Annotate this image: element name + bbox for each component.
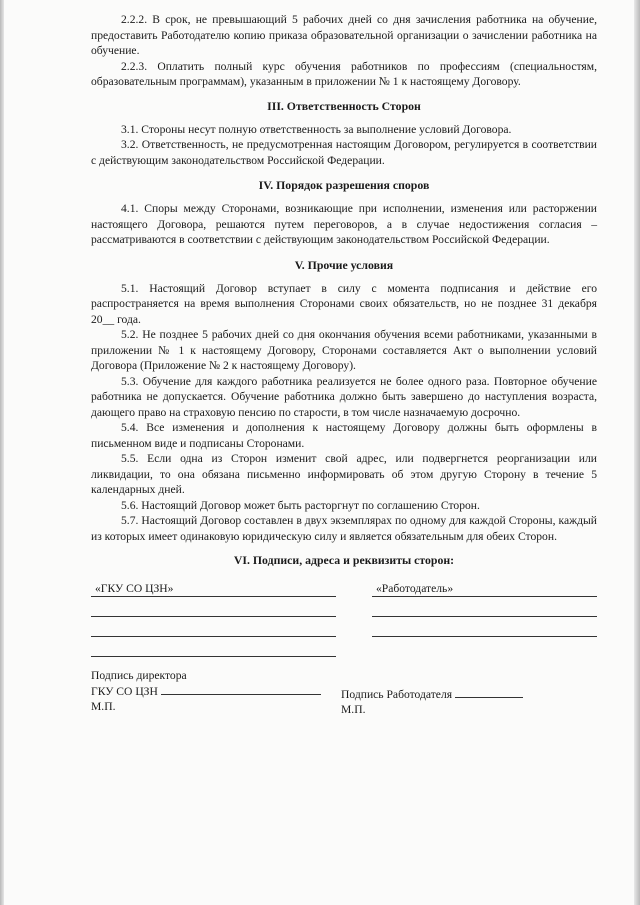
scan-edge-left bbox=[0, 0, 4, 905]
clause-5-7: 5.7. Настоящий Договор составлен в двух экземплярах по одному для каждой Стороны, каждый из которых имеет одинаковую юридическую силу и является обязательным для обеих Сторон. bbox=[91, 514, 597, 543]
clause-5-5: 5.5. Если одна из Сторон изменит свой адрес, или подвергнется реорганизации или ликвидации, то она обязана письменно информировать об этом другую Сторону в течение 5 календарных дней. bbox=[91, 452, 597, 496]
director-signature bbox=[91, 668, 336, 714]
clause-3-2: 3.2. Ответственность, не предусмотренная настоящим Договором, регулируется в соответствии с действующим законодательством Российской Федерации. bbox=[91, 138, 597, 167]
right-blank-line-1 bbox=[372, 602, 597, 617]
stamp-left: М.П. bbox=[91, 700, 116, 713]
stamp-right: М.П. bbox=[341, 703, 366, 716]
left-blank-line-2 bbox=[91, 622, 336, 637]
director-label: Подпись директора bbox=[91, 669, 187, 682]
employer-signature-line bbox=[455, 686, 523, 698]
clause-2-2-2: 2.2.2. В срок, не превышающий 5 рабочих дней со дня зачисления работника на обучение, предоставить Работодателю копию приказа образовательной организации о зачислении работника на обучение. bbox=[91, 13, 597, 57]
clause-3-1: 3.1. Стороны несут полную ответственность за выполнение условий Договора. bbox=[121, 122, 512, 136]
director-org-line bbox=[91, 683, 336, 699]
left-blank-line-3 bbox=[91, 642, 336, 657]
clause-5-6: 5.6. Настоящий Договор может быть расторгнут по соглашению Сторон. bbox=[121, 498, 480, 512]
employer-signature bbox=[341, 686, 597, 717]
director-org: ГКУ СО ЦЗН bbox=[91, 685, 158, 698]
right-party-name: «Работодатель» bbox=[376, 582, 454, 595]
clause-5-2: 5.2. Не позднее 5 рабочих дней со дня окончания обучения всеми работниками, указанными в приложении № 1 к настоящему Договору, Сторонами составляется Акт о выполнении условий Договора (Приложение № 2 к настоящему Договору). bbox=[91, 328, 597, 372]
section-5-title: V. Прочие условия bbox=[294, 257, 394, 272]
section-4-title: IV. Порядок разрешения споров bbox=[258, 178, 430, 192]
section-3-title: III. Ответственность Сторон bbox=[267, 98, 421, 113]
signature-block bbox=[91, 582, 597, 716]
director-signature-line bbox=[161, 683, 321, 695]
clause-5-1: 5.1. Настоящий Договор вступает в силу с момента подписания и действие его распространяется на время выполнения Сторонами своих обязательств, но не позднее 31 декабря 20__ года. bbox=[91, 281, 597, 326]
clause-5-3: 5.3. Обучение для каждого работника реализуется не более одного раза. Повторное обучение работника не допускается. Обучение работника должно быть завершено до наступления возраста, дающего право на страховую пенсию по старости, в том числе назначаемую досрочно. bbox=[91, 374, 597, 419]
right-party-column bbox=[372, 582, 597, 642]
clause-5-4: 5.4. Все изменения и дополнения к настоящему Договору должны быть оформлены в письменном виде и подписаны Сторонами. bbox=[91, 421, 597, 450]
employer-sign-row bbox=[341, 686, 597, 702]
employer-sign-label: Подпись Работодателя bbox=[341, 688, 453, 701]
document-body bbox=[91, 12, 597, 716]
left-party-column bbox=[91, 582, 336, 662]
right-blank-line-2 bbox=[372, 622, 597, 637]
clause-4-1: 4.1. Споры между Сторонами, возникающие при исполнении, изменения или расторжении настоящего Договора, решаются путем переговоров, а в случае недостижения согласия – рассматриваются в соответствии с действующим законодательством Российской Федерации. bbox=[91, 202, 597, 246]
section-6-title: VI. Подписи, адреса и реквизиты сторон: bbox=[233, 553, 455, 567]
clause-2-2-3: 2.2.3. Оплатить полный курс обучения работников по профессиям (специальностям, образовательным программам), указанным в приложении № 1 к настоящему Договору. bbox=[91, 59, 597, 88]
left-party-line bbox=[91, 582, 336, 597]
right-party-line bbox=[372, 582, 597, 597]
left-blank-line-1 bbox=[91, 602, 336, 617]
scan-edge-right bbox=[634, 0, 640, 905]
left-party-name: «ГКУ СО ЦЗН» bbox=[95, 582, 174, 595]
